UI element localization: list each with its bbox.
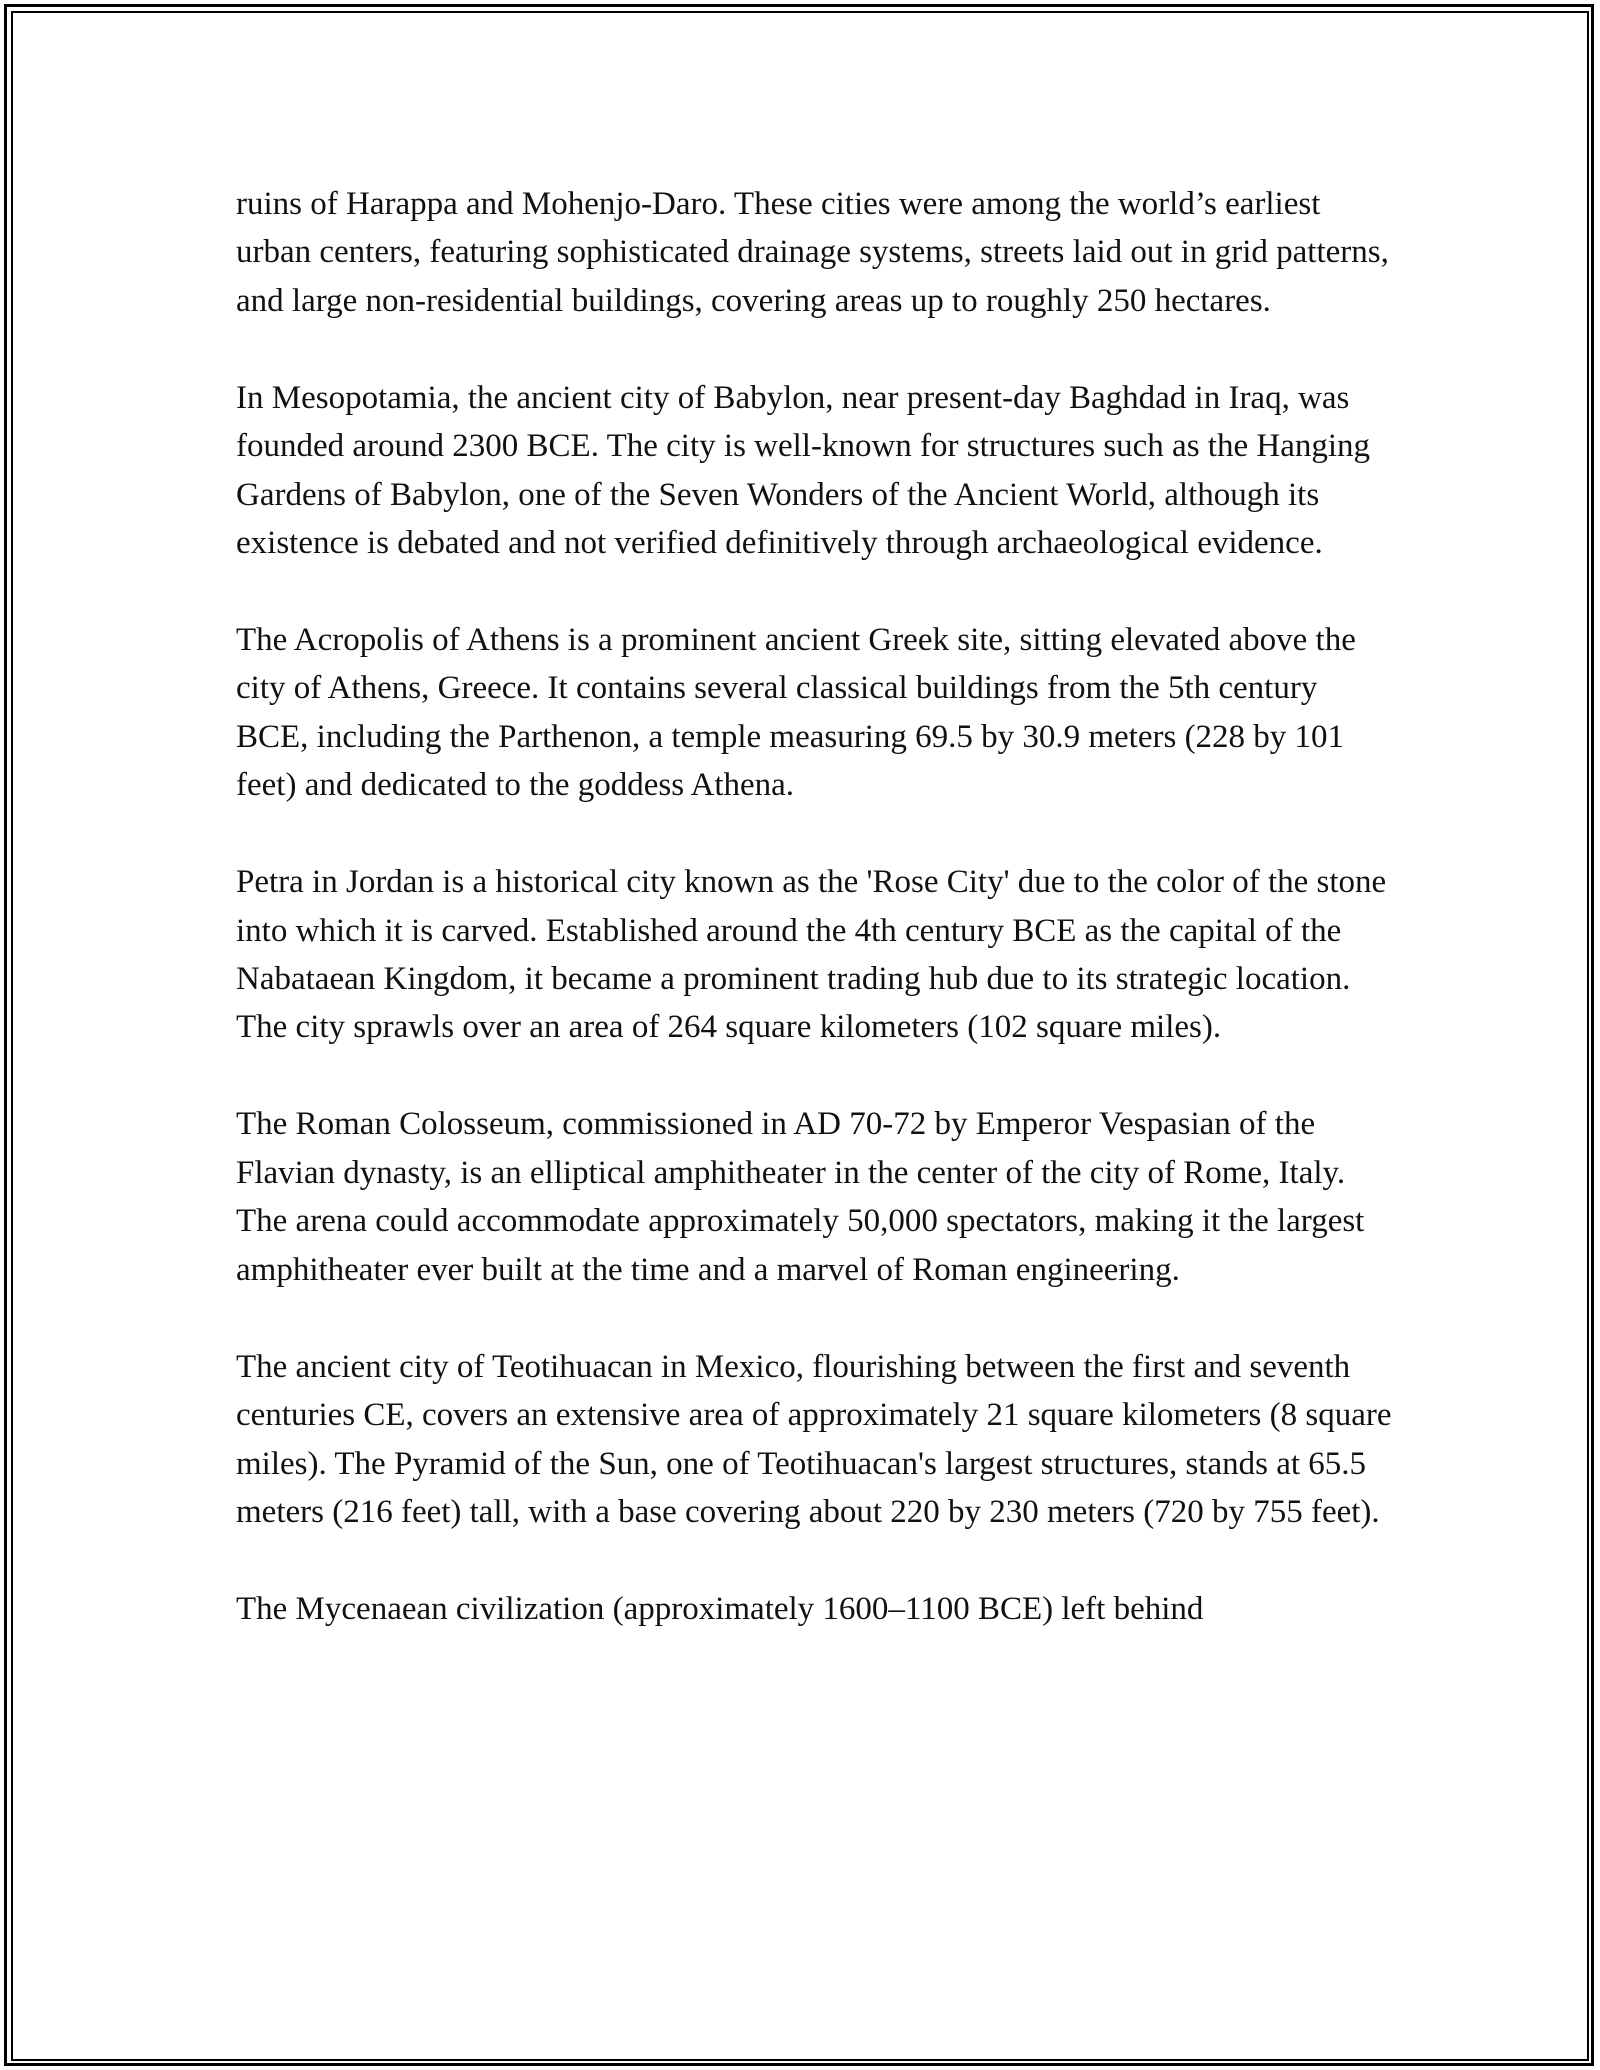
paragraph-colosseum: The Roman Colosseum, commissioned in AD 70-72 by Emperor Vespasian of the Flavian dynasty, is an elliptical amphitheater in the center of the city of Rome, Italy. The arena could accommodate approximately 50,000 spectators, making it the largest amphitheater ever built at the time and a marvel of Roman engineering. — [236, 1106, 1365, 1288]
document-body — [236, 180, 1396, 1633]
paragraph-acropolis: The Acropolis of Athens is a prominent ancient Greek site, sitting elevated above the city of Athens, Greece. It contains several classical buildings from the 5th century BCE, including the Parthenon, a temple measuring 69.5 by 30.9 meters (228 by 101 feet) and dedicated to the goddess Athena. — [236, 622, 1356, 804]
paragraph-teotihuacan: The ancient city of Teotihuacan in Mexico, flourishing between the first and seventh centuries CE, covers an extensive area of approximately 21 square kilometers (8 square miles). The Pyramid of the Sun, one of Teotihuacan's largest structures, stands at 65.5 meters (216 feet) tall, with a base covering about 220 by 230 meters (720 by 755 feet). — [236, 1348, 1392, 1530]
paragraph-babylon: In Mesopotamia, the ancient city of Babylon, near present-day Baghdad in Iraq, was founded around 2300 BCE. The city is well-known for structures such as the Hanging Gardens of Babylon, one of the Seven Wonders of the Ancient World, although its existence is debated and not verified definitively through archaeological evidence. — [236, 379, 1371, 562]
paragraph-harappa: ruins of Harappa and Mohenjo-Daro. These cities were among the world’s earliest urban centers, featuring sophisticated drainage systems, streets laid out in grid patterns, and large non-residential buildings, covering areas up to roughly 250 hectares. — [236, 186, 1389, 319]
paragraph-petra: Petra in Jordan is a historical city known as the 'Rose City' due to the color of the stone into which it is carved. Established around the 4th century BCE as the capital of the Nabataean Kingdom, it became a prominent trading hub due to its strategic location. The city sprawls over an area of 264 square kilometers (102 square miles). — [236, 864, 1387, 1046]
paragraph-mycenaean: The Mycenaean civilization (approximately 1600–1100 BCE) left behind — [236, 1590, 1204, 1627]
